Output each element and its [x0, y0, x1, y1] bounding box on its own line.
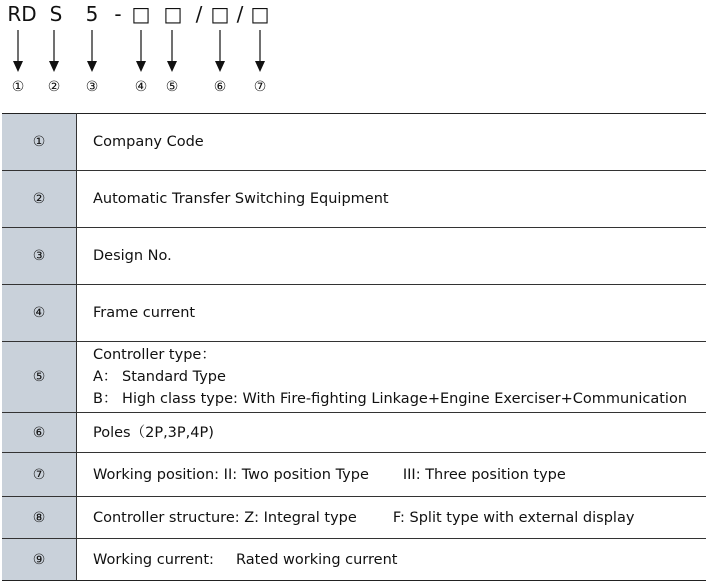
- description-line: Design No.: [93, 248, 172, 264]
- row-description: [77, 228, 707, 285]
- row-description: [77, 171, 707, 228]
- row-number: ③: [2, 228, 77, 285]
- description-line: Controller type：: [93, 347, 216, 363]
- marker-2: ②: [47, 79, 61, 95]
- description-line: Frame current: [93, 305, 196, 321]
- arrow-down-icon: [11, 30, 25, 72]
- table-row: [2, 342, 706, 413]
- code-part-poles-box: □: [210, 2, 230, 26]
- table-row: [2, 453, 706, 497]
- arrow-down-icon: [165, 30, 179, 72]
- row-description: [77, 539, 707, 581]
- code-part-controller-box: □: [163, 2, 183, 26]
- table-row: [2, 413, 706, 453]
- code-part-slash-1: /: [195, 2, 203, 26]
- code-part-frame-box: □: [131, 2, 151, 26]
- arrow-down-icon: [85, 30, 99, 72]
- code-part-dash: -: [114, 2, 122, 26]
- marker-1: ①: [11, 79, 25, 95]
- marker-7: ⑦: [253, 79, 267, 95]
- table-row: [2, 285, 706, 342]
- description-line: Automatic Transfer Switching Equipment: [93, 191, 389, 207]
- description-line: Company Code: [93, 134, 204, 150]
- row-description: [77, 497, 707, 539]
- marker-4: ④: [134, 79, 148, 95]
- row-number: ②: [2, 171, 77, 228]
- row-description: [77, 413, 707, 453]
- row-description: [77, 342, 707, 413]
- description-part: Rated working current: [235, 551, 398, 568]
- description-line: A： Standard Type: [93, 369, 226, 385]
- description-part: Working position: II: Two position Type: [93, 466, 369, 483]
- row-number: ⑧: [2, 497, 77, 539]
- row-description: [77, 453, 707, 497]
- marker-5: ⑤: [165, 79, 179, 95]
- arrow-down-icon: [134, 30, 148, 72]
- description-line: Poles（2P,3P,4P): [93, 424, 214, 441]
- table-row: [2, 171, 706, 228]
- row-number: ⑤: [2, 342, 77, 413]
- row-description: [77, 285, 707, 342]
- row-number: ①: [2, 114, 77, 171]
- row-number: ⑥: [2, 413, 77, 453]
- arrow-down-icon: [47, 30, 61, 72]
- marker-3: ③: [85, 79, 99, 95]
- row-number: ⑨: [2, 539, 77, 581]
- code-part-position-box: □: [250, 2, 270, 26]
- row-number: ④: [2, 285, 77, 342]
- code-part-type: S: [49, 2, 63, 26]
- row-number: ⑦: [2, 453, 77, 497]
- description-part: Working current:: [93, 551, 214, 568]
- description-part: F: Split type with external display: [392, 509, 635, 526]
- table-row: [2, 539, 706, 581]
- model-code-legend-table: [2, 113, 706, 581]
- description-part: III: Three position type: [402, 466, 566, 483]
- code-part-company: RD: [7, 2, 37, 26]
- code-part-design: 5: [85, 2, 99, 26]
- description-part: Controller structure: Z: Integral type: [93, 509, 357, 526]
- row-description: [77, 114, 707, 171]
- arrow-down-icon: [213, 30, 227, 72]
- description-line: B： High class type: With Fire-fighting Linkage+Engine Exerciser+Communication: [93, 391, 688, 407]
- table-row: [2, 114, 706, 171]
- marker-6: ⑥: [213, 79, 227, 95]
- table-row: [2, 497, 706, 539]
- table-row: [2, 228, 706, 285]
- code-part-slash-2: /: [236, 2, 244, 26]
- model-code-diagram: [0, 0, 708, 105]
- arrow-down-icon: [253, 30, 267, 72]
